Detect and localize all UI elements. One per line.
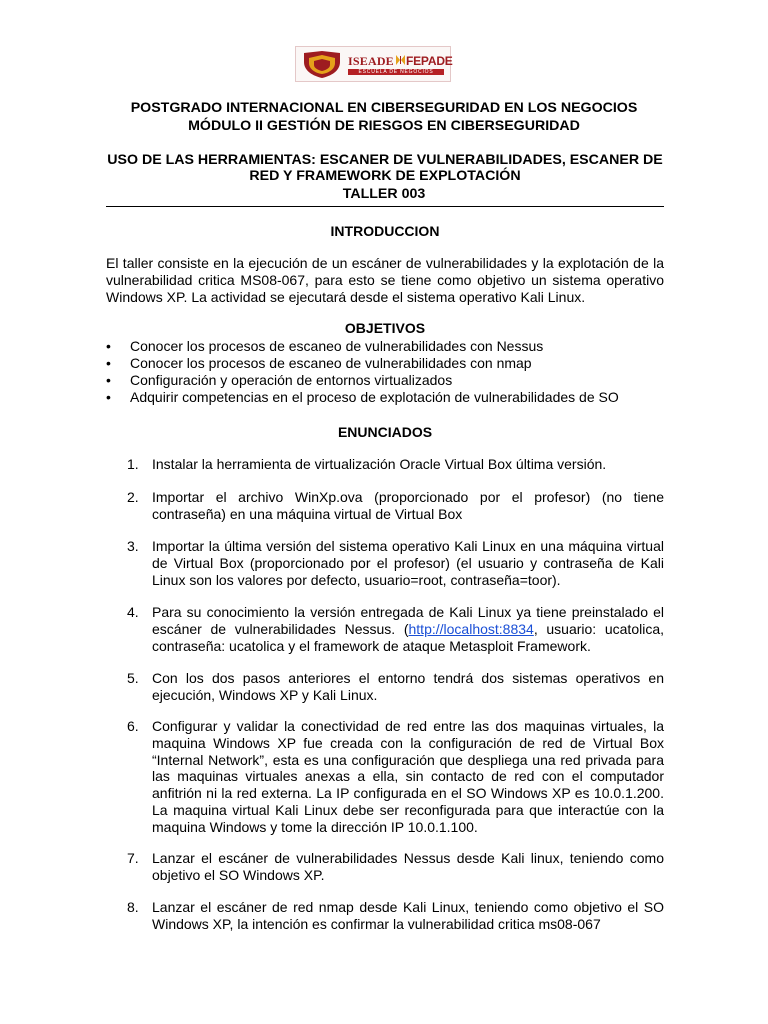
objetivo-text: Conocer los procesos de escaneo de vulnerabilidades con Nessus	[130, 338, 544, 354]
enunciado-text: Configurar y validar la conectividad de red entre las dos maquinas virtuales, la maquina Windows XP fue creada con la configuración de red de Virtual Box “Internal Network”, esta es una configuración que despliega una red privada para las maquinas virtuales anexas a ella, sin contacto de red con el computador anfitrión ni la red externa. La IP configurada en el SO Windows XP es 10.0.1.200. La maquina virtual Kali Linux debe ser reconfigurada para que interactúe con la maquina Windows y tome la dirección IP 10.0.1.100.	[152, 718, 664, 835]
list-item	[106, 670, 664, 704]
enunciado-text: Lanzar el escáner de vulnerabilidades Nessus desde Kali linux, teniendo como objetivo el SO Windows XP.	[152, 850, 664, 883]
enunciado-8	[106, 899, 664, 933]
enunciado-7	[106, 850, 664, 884]
enunciados-heading: ENUNCIADOS	[337, 424, 433, 440]
list-item	[106, 604, 664, 654]
list-item	[106, 372, 666, 389]
item-number: 2.	[127, 489, 139, 505]
leaf-icon	[395, 54, 406, 66]
objetivos-heading: OBJETIVOS	[344, 320, 426, 336]
program-title: POSTGRADO INTERNACIONAL EN CIBERSEGURIDAD EN LOS NEGOCIOS	[130, 100, 638, 116]
enunciado-4	[106, 604, 664, 654]
introduccion-text: El taller consiste en la ejecución de un escáner de vulnerabilidades y la explotación de la vulnerabilidad critica MS08-067, para esto se tiene como objetivo un sistema operativo Windows XP. La actividad se ejecutará desde el sistema operativo Kali Linux.	[106, 255, 664, 305]
shield-emblem-icon	[301, 50, 343, 79]
enunciado-text-after: , usuario: ucatolica, contraseña: ucatolica y el framework de ataque Metasploit Framework.	[152, 620, 665, 654]
enunciado-text: Con los dos pasos anteriores el entorno tendrá dos sistemas operativos en ejecución, Windows XP y Kali Linux.	[152, 670, 664, 703]
objetivo-text: Configuración y operación de entornos virtualizados	[130, 372, 453, 388]
list-item	[106, 355, 666, 372]
enunciado-text: Instalar la herramienta de virtualización Oracle Virtual Box última versión.	[152, 456, 607, 472]
enunciado-text: Lanzar el escáner de red nmap desde Kali Linux, teniendo como objetivo el SO Windows XP, la intención es confirmar la vulnerabilidad critica ms08-067	[152, 899, 664, 932]
list-item	[106, 338, 666, 355]
item-number: 5.	[127, 670, 139, 686]
logo-brand-right: FEPADE	[406, 54, 453, 68]
enunciado-1	[106, 456, 664, 473]
item-number: 7.	[127, 850, 139, 866]
bullet-icon: •	[106, 338, 111, 354]
workshop-number: TALLER 003	[342, 186, 426, 202]
logo-tagline: ESCUELA DE NEGOCIOS	[348, 69, 444, 75]
nessus-localhost-link[interactable]: http://localhost:8834	[408, 620, 534, 637]
activity-subtitle: USO DE LAS HERRAMIENTAS: ESCANER DE VULNERABILIDADES, ESCANER DE RED Y FRAMEWORK DE EXPLOTACIÓN	[107, 152, 663, 184]
objetivo-text: Adquirir competencias en el proceso de explotación de vulnerabilidades de SO	[130, 389, 619, 405]
bullet-icon: •	[106, 355, 111, 371]
list-item	[106, 489, 664, 523]
list-item	[106, 538, 664, 588]
list-item	[106, 899, 664, 933]
introduccion-heading: INTRODUCCION	[330, 223, 440, 239]
enunciado-text: Importar la última versión del sistema operativo Kali Linux en una máquina virtual de Virtual Box (proporcionado por el profesor) (el usuario y contraseña de Kali Linux son los valores por defecto, usuario=root, contraseña=toor).	[152, 538, 664, 588]
list-item	[106, 389, 666, 406]
bullet-icon: •	[106, 389, 111, 405]
enunciado-3	[106, 538, 664, 588]
list-item	[106, 850, 664, 884]
enunciado-5	[106, 670, 664, 704]
item-number: 8.	[127, 899, 139, 915]
item-number: 6.	[127, 718, 139, 734]
iseade-fepade-logo	[295, 46, 451, 82]
bullet-icon: •	[106, 372, 111, 388]
enunciado-2	[106, 489, 664, 523]
item-number: 1.	[127, 456, 139, 472]
enunciado-text: Importar el archivo WinXp.ova (proporcionado por el profesor) (no tiene contraseña) en una máquina virtual de Virtual Box	[152, 489, 664, 522]
objetivos-list	[106, 338, 666, 406]
objetivo-text: Conocer los procesos de escaneo de vulnerabilidades con nmap	[130, 355, 532, 371]
logo-brand-left: ISEADE	[348, 54, 394, 68]
item-number: 4.	[127, 604, 139, 620]
enunciado-6	[106, 718, 664, 836]
list-item	[106, 718, 664, 836]
module-title: MÓDULO II GESTIÓN DE RIESGOS EN CIBERSEGURIDAD	[188, 118, 580, 134]
enunciado-text-before: Para su conocimiento la versión entregada de Kali Linux ya tiene preinstalado el escáner de vulnerabilidades Nessus. (	[152, 604, 664, 637]
title-divider	[106, 206, 664, 207]
item-number: 3.	[127, 538, 139, 554]
list-item	[106, 456, 664, 473]
